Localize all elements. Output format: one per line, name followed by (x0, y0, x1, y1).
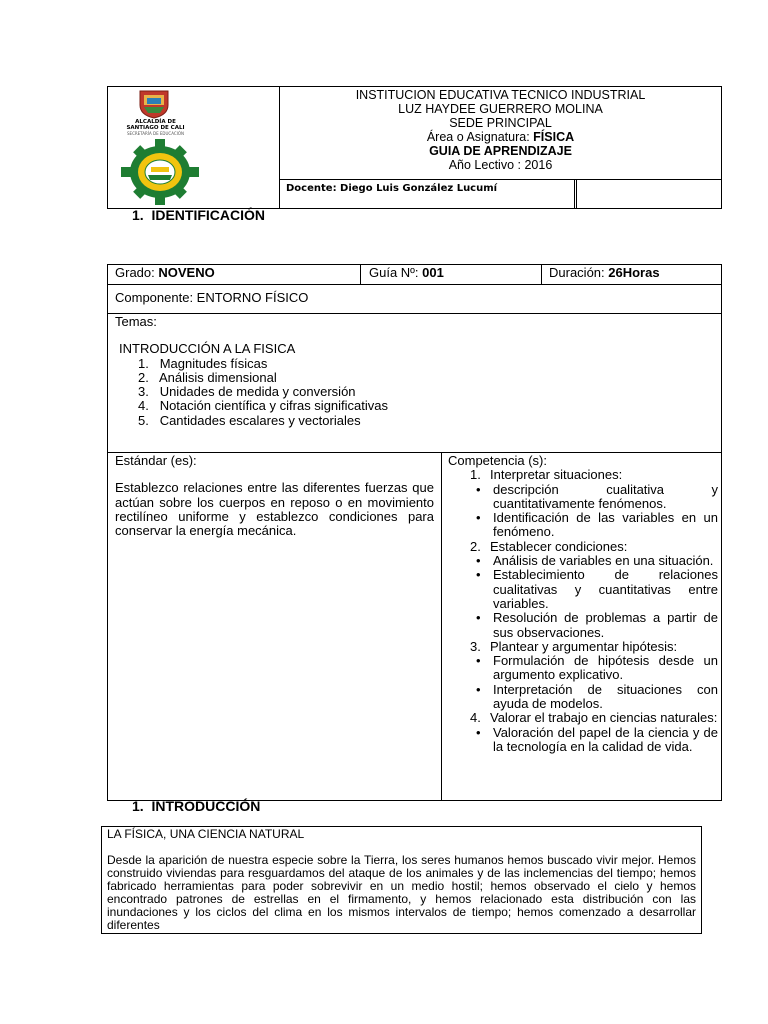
area-value: FÍSICA (533, 130, 575, 144)
bullet-icon: • (476, 567, 481, 583)
estandar-cell (108, 453, 442, 800)
competencia-number: 3. (470, 638, 481, 654)
section1-title: IDENTIFICACIÓN (151, 207, 266, 223)
docente-text: Docente: Diego Luis González Lucumí (286, 183, 498, 194)
competencia-number: 2. (470, 538, 481, 554)
temas-cell (108, 314, 721, 453)
estandar-text: Establezco relaciones entre las diferentes fuerzas que actúan sobre los cuerpos en reposo o en movimiento rectilíneo uniforme y establezco condiciones para conservar la energía mecánica. (115, 480, 434, 539)
institution-person: LUZ HAYDEE GUERRERO MOLINA (398, 102, 603, 116)
grado-label: Grado: (115, 265, 159, 280)
temas-heading: INTRODUCCIÓN A LA FISICA (119, 341, 296, 357)
bullet-icon: • (476, 724, 481, 740)
header-table (107, 86, 722, 209)
competencia-item (470, 640, 718, 654)
bullet-icon: • (476, 481, 481, 497)
tema-text: Análisis dimensional (158, 369, 277, 385)
competencia-bullet (448, 483, 718, 512)
competencia-number: 1. (470, 467, 481, 483)
tema-text: Magnitudes físicas (159, 355, 268, 371)
bullet-text: Valoración del papel de la ciencia y de la tecnología en la calidad de vida. (493, 724, 718, 754)
competencia-bullet (448, 511, 718, 540)
bullet-text: descripción cualitativa y cuantitativamente fenómenos. (493, 481, 718, 511)
bullet-icon: • (476, 653, 481, 669)
bullet-icon: • (476, 681, 481, 697)
alcaldia-line-1: ALCALDÍA DE (135, 119, 176, 125)
competencia-bullet (448, 554, 718, 568)
competencia-bullet (448, 611, 718, 640)
tema-text: Cantidades escalares y vectoriales (159, 412, 361, 428)
alcaldia-shield-logo (136, 89, 172, 119)
competencia-title: Establecer condiciones: (490, 538, 628, 554)
area-line (280, 130, 721, 144)
competencia-title: Valorar el trabajo en ciencias naturales: (490, 710, 718, 726)
institution-cell (280, 87, 721, 180)
bullet-text: Formulación de hipótesis desde un argumento explicativo. (493, 653, 718, 683)
estandar-label: Estándar (es): (115, 453, 197, 468)
intro-text: Desde la aparición de nuestra especie sobre la Tierra, los seres humanos hemos buscado vivir mejor. Hemos construido viviendas para resguardamos del ataque de los animales y de las inclemencias del tiempo; hemos fabricado herramientas para poder sobrevivir en un medio hostil; hemos observado el cielo y hemos encontrado patrones de estrellas en el firmamento, y hemos relacionado esta distribución con las inundaciones y los ciclos del clima en los mismos intervalos de tiempo; hemos comenzado a desarrollar diferentes (107, 853, 696, 932)
competencia-bullet (448, 726, 718, 755)
alcaldia-logo-text (108, 119, 203, 137)
competencia-bullet (448, 683, 718, 712)
tema-item: 1. Magnitudes físicas (138, 355, 268, 371)
duracion-value: 26Horas (608, 265, 660, 280)
competencia-item (470, 711, 718, 725)
grado-value: NOVENO (158, 265, 215, 280)
bullet-icon: • (476, 510, 481, 526)
institution-sede: SEDE PRINCIPAL (449, 116, 552, 130)
guia-cell (361, 265, 542, 285)
school-year: Año Lectivo : 2016 (448, 158, 553, 172)
componente-cell (108, 285, 721, 314)
school-gear-logo (120, 139, 200, 205)
tema-text: Notación científica y cifras significativas (159, 398, 388, 414)
bullet-text: Establecimiento de relaciones cualitativas y cuantitativas entre variables. (493, 567, 718, 611)
intro-title: LA FÍSICA, UNA CIENCIA NATURAL (107, 827, 305, 841)
tema-item: 2. Análisis dimensional (138, 369, 277, 385)
section2-number: 1. (132, 798, 144, 814)
competencia-cell (442, 453, 721, 800)
section-introduccion-heading (132, 798, 260, 814)
tema-item: 4. Notación científica y cifras significativas (138, 398, 388, 414)
guia-label: Guía Nº: (369, 265, 423, 280)
competencia-bullet (448, 654, 718, 683)
bullet-text: Identificación de las variables en un fenómeno. (493, 510, 718, 540)
header-divider (576, 179, 577, 208)
institution-name: INSTITUCION EDUCATIVA TECNICO INDUSTRIAL (355, 88, 646, 102)
temas-list (138, 357, 721, 428)
tema-item: 3. Unidades de medida y conversión (138, 384, 356, 400)
competencia-number: 4. (470, 710, 481, 726)
section-identificacion-heading (132, 207, 265, 223)
competencia-item (470, 540, 718, 554)
temas-label: Temas: (115, 314, 157, 329)
competencia-item (470, 468, 718, 482)
guia-value: 001 (422, 265, 444, 280)
bullet-text: Interpretación de situaciones con ayuda de modelos. (493, 681, 718, 712)
bullet-icon: • (476, 610, 481, 626)
section1-number: 1. (132, 207, 144, 223)
guide-title: GUIA DE APRENDIZAJE (429, 144, 572, 158)
competencia-label: Competencia (s): (448, 453, 547, 468)
componente-text: Componente: ENTORNO FÍSICO (115, 290, 309, 305)
competencia-title: Plantear y argumentar hipótesis: (490, 638, 678, 654)
logo-cell (108, 87, 280, 208)
bullet-text: Análisis de variables en una situación. (493, 553, 714, 569)
competencia-bullet (448, 568, 718, 611)
alcaldia-line-3: SECRETARÍA DE EDUCACIÓN (127, 131, 184, 136)
tema-item: 5. Cantidades escalares y vectoriales (138, 412, 361, 428)
section2-title: INTRODUCCIÓN (151, 798, 261, 814)
duracion-label: Duración: (549, 265, 609, 280)
grado-cell (108, 265, 361, 285)
competencia-title: Interpretar situaciones: (490, 467, 623, 483)
duracion-cell (542, 265, 721, 285)
docente-cell (280, 180, 575, 208)
introduction-box (101, 826, 702, 934)
bullet-text: Resolución de problemas a partir de sus observaciones. (493, 610, 718, 640)
competencia-list (448, 468, 718, 754)
alcaldia-line-2: SANTIAGO DE CALI (126, 125, 185, 131)
tema-text: Unidades de medida y conversión (159, 384, 356, 400)
identification-table (107, 264, 722, 801)
area-label: Área o Asignatura: (426, 130, 534, 144)
bullet-icon: • (476, 553, 481, 569)
